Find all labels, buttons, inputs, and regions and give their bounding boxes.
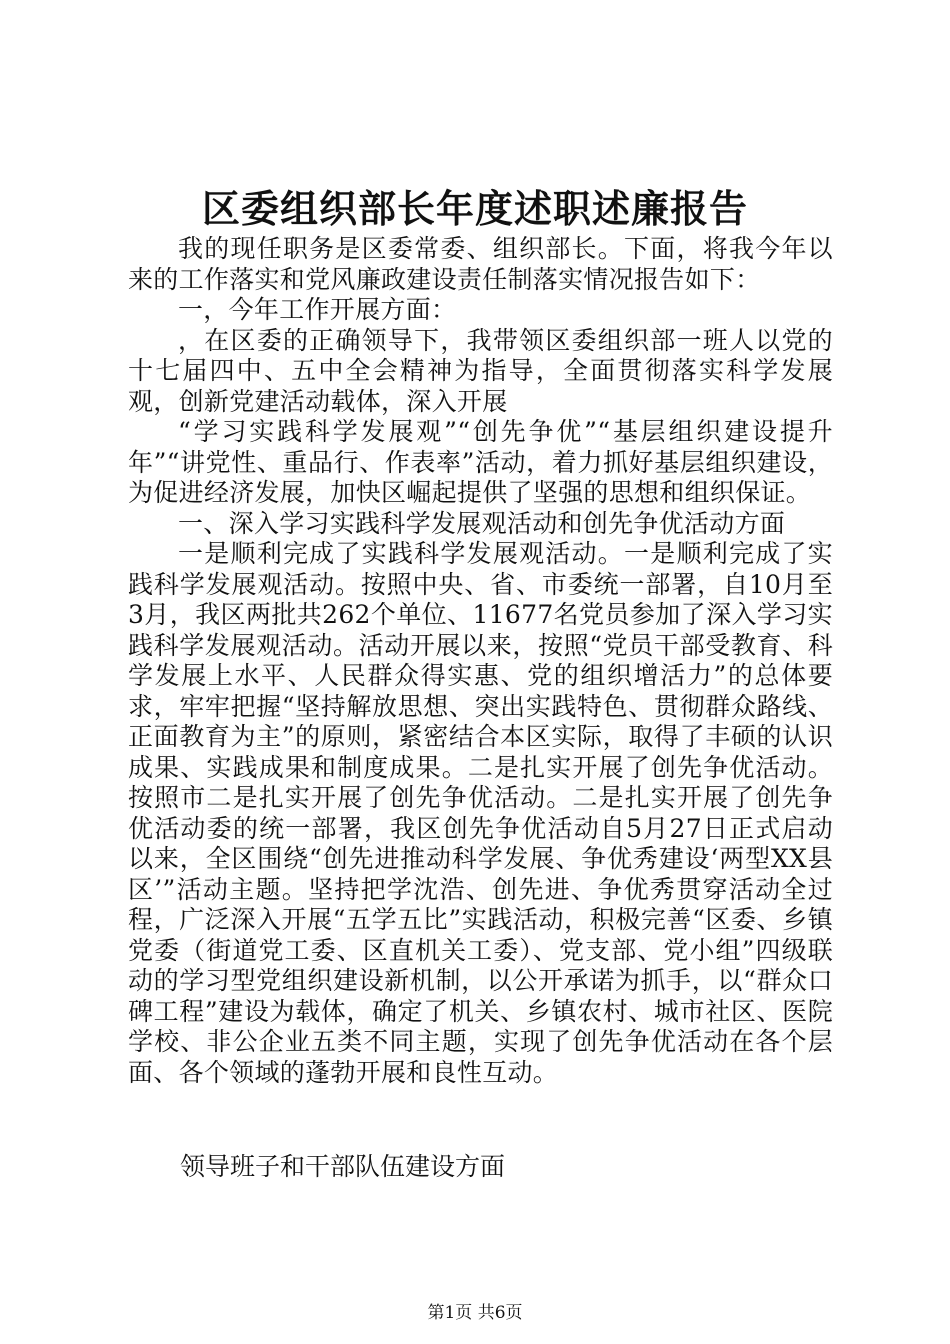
document-body — [128, 234, 833, 1088]
document-title: 区委组织部长年度述职述廉报告 — [201, 186, 748, 231]
paragraph-details: 一是顺利完成了实践科学发展观活动。一是顺利完成了实践科学发展观活动。按照中央、省、市委统一部署，自10月至3月，我区两批共262个单位、11677名党员参加了深入学习实践科学发展观活动。活动开展以来，按照“党员干部受教育、科学发展上水平、人民群众得实惠、党的组织增活力”的总体要求，牢牢把握“坚持解放思想、突出实践特色、贯彻群众路线、正面教育为主”的原则，紧密结合本区实际，取得了丰硕的认识成果、实践成果和制度成果。二是扎实开展了创先争优活动。按照市二是扎实开展了创先争优活动。二是扎实开展了创先争优活动委的统一部署，我区创先争优活动自5月27日正式启动以来，全区围绕“创先进推动科学发展、争优秀建设‘两型XX县区’”活动主题。坚持把学沈浩、创先进、争优秀贯穿活动全过程，广泛深入开展“五学五比”实践活动，积极完善“区委、乡镇党委（街道党工委、区直机关工委）、党支部、党小组”四级联动的学习型党组织建设新机制，以公开承诺为抓手，以“群众口碑工程”建设为载体，确定了机关、乡镇农村、城市社区、医院学校、非公企业五类不同主题，实现了创先争优活动在各个层面、各个领域的蓬勃开展和良性互动。 — [128, 539, 833, 1087]
paragraph-leadership: ，在区委的正确领导下，我带领区委组织部一班人以党的十七届四中、五中全会精神为指导，全面贯彻落实科学发展观，创新党建活动载体，深入开展 — [128, 325, 833, 416]
paragraph-activities: “学习实践科学发展观”“创先争优”“基层组织建设提升年”“讲党性、重品行、作表率”活动，着力抓好基层组织建设，为促进经济发展，加快区崛起提供了坚强的思想和组织保证。 — [128, 417, 833, 507]
section-heading: 领导班子和干部队伍建设方面 — [180, 1152, 506, 1181]
page-number: 第1页 共6页 — [427, 1303, 523, 1323]
paragraph-intro: 我的现任职务是区委常委、组织部长。下面，将我今年以来的工作落实和党风廉政建设责任制落实情况报告如下： — [128, 234, 833, 294]
paragraph-section-one: 一，今年工作开展方面： — [178, 295, 457, 324]
paragraph-heading-one: 一、深入学习实践科学发展观活动和创先争优活动方面 — [178, 508, 786, 538]
